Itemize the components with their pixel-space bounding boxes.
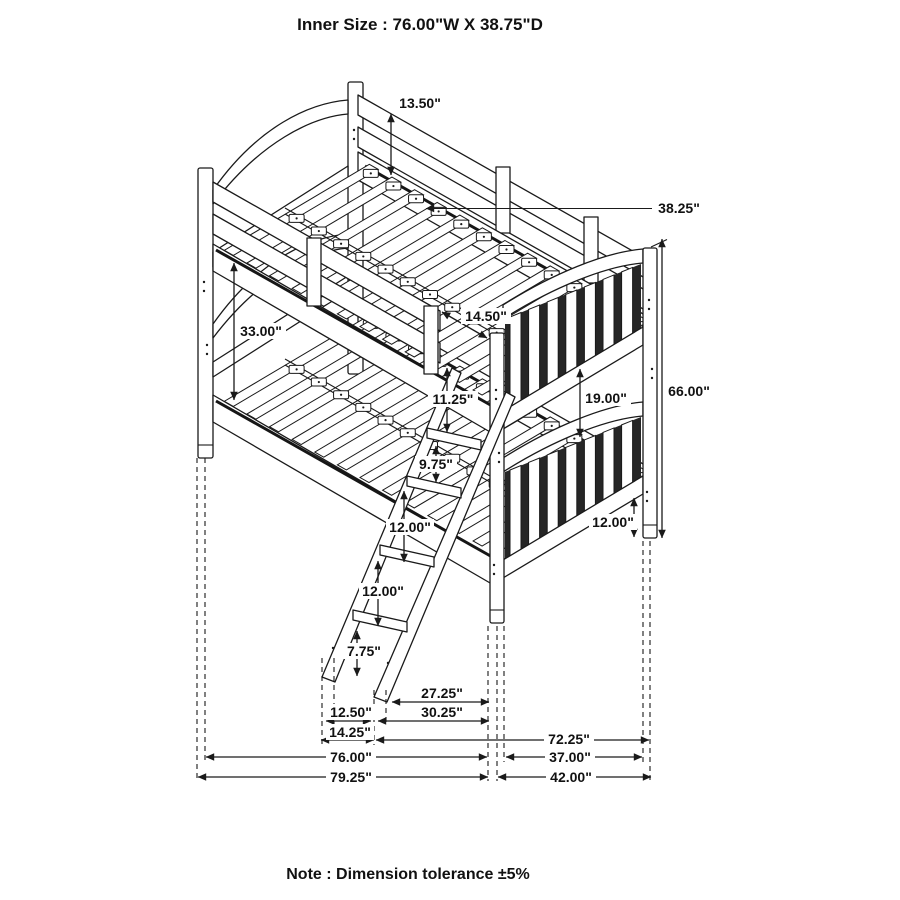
tolerance-note: Note : Dimension tolerance ±5% bbox=[286, 866, 530, 883]
svg-text:72.25": 72.25" bbox=[548, 731, 590, 747]
post-front-right bbox=[490, 333, 504, 623]
ladder-rung-4 bbox=[353, 610, 407, 632]
dim-inner-length bbox=[326, 749, 376, 765]
dim-overall-depth bbox=[546, 769, 596, 785]
dim-ladder-feet-outer bbox=[326, 724, 374, 740]
dim-inner-depth-floor bbox=[545, 749, 595, 765]
dim-bunk-clearance bbox=[581, 390, 631, 406]
svg-text:33.00": 33.00" bbox=[240, 323, 282, 339]
dim-ladder-feet-inner bbox=[327, 704, 375, 720]
svg-text:14.50": 14.50" bbox=[465, 308, 507, 324]
svg-text:12.00": 12.00" bbox=[362, 583, 404, 599]
page-title: Inner Size : 76.00"W X 38.75"D bbox=[297, 15, 543, 34]
dim-overall-height bbox=[664, 383, 714, 399]
dim-rung-gap-lower bbox=[359, 583, 407, 599]
svg-text:27.25": 27.25" bbox=[421, 685, 463, 701]
svg-text:7.75": 7.75" bbox=[347, 643, 381, 659]
svg-text:12.00": 12.00" bbox=[592, 514, 634, 530]
dim-bunk-spacing bbox=[236, 323, 286, 339]
svg-text:30.25": 30.25" bbox=[421, 704, 463, 720]
svg-text:12.00": 12.00" bbox=[389, 519, 431, 535]
dim-rung-gap-top bbox=[415, 456, 457, 472]
dim-footboard-leg-height bbox=[589, 514, 637, 530]
svg-text:76.00": 76.00" bbox=[330, 749, 372, 765]
post-back-right bbox=[643, 248, 657, 538]
svg-text:19.00": 19.00" bbox=[585, 390, 627, 406]
ladder-rung-3 bbox=[380, 545, 434, 567]
dim-guardrail-height bbox=[396, 95, 444, 111]
dim-overall-length bbox=[326, 769, 376, 785]
svg-text:79.25": 79.25" bbox=[330, 769, 372, 785]
svg-text:37.00": 37.00" bbox=[549, 749, 591, 765]
svg-text:38.25": 38.25" bbox=[658, 200, 700, 216]
dim-ladder-opening bbox=[461, 308, 511, 324]
dim-inner-depth-pointer bbox=[655, 200, 703, 216]
svg-text:14.25": 14.25" bbox=[329, 724, 371, 740]
svg-text:42.00": 42.00" bbox=[550, 769, 592, 785]
svg-text:13.50": 13.50" bbox=[399, 95, 441, 111]
post-front-left bbox=[198, 168, 213, 458]
dim-ladder-projection-inner bbox=[418, 685, 466, 701]
dim-rung-to-floor bbox=[343, 643, 385, 659]
svg-text:9.75": 9.75" bbox=[419, 456, 453, 472]
svg-text:12.50": 12.50" bbox=[330, 704, 372, 720]
dim-upper-inner-length bbox=[544, 731, 594, 747]
footboard-lower bbox=[503, 402, 643, 578]
dim-ladder-projection-outer bbox=[418, 704, 466, 720]
svg-text:11.25": 11.25" bbox=[432, 391, 474, 407]
dim-rung-gap-mid bbox=[386, 519, 434, 535]
dim-rail-to-first-rung bbox=[428, 391, 478, 407]
svg-text:66.00": 66.00" bbox=[668, 383, 710, 399]
